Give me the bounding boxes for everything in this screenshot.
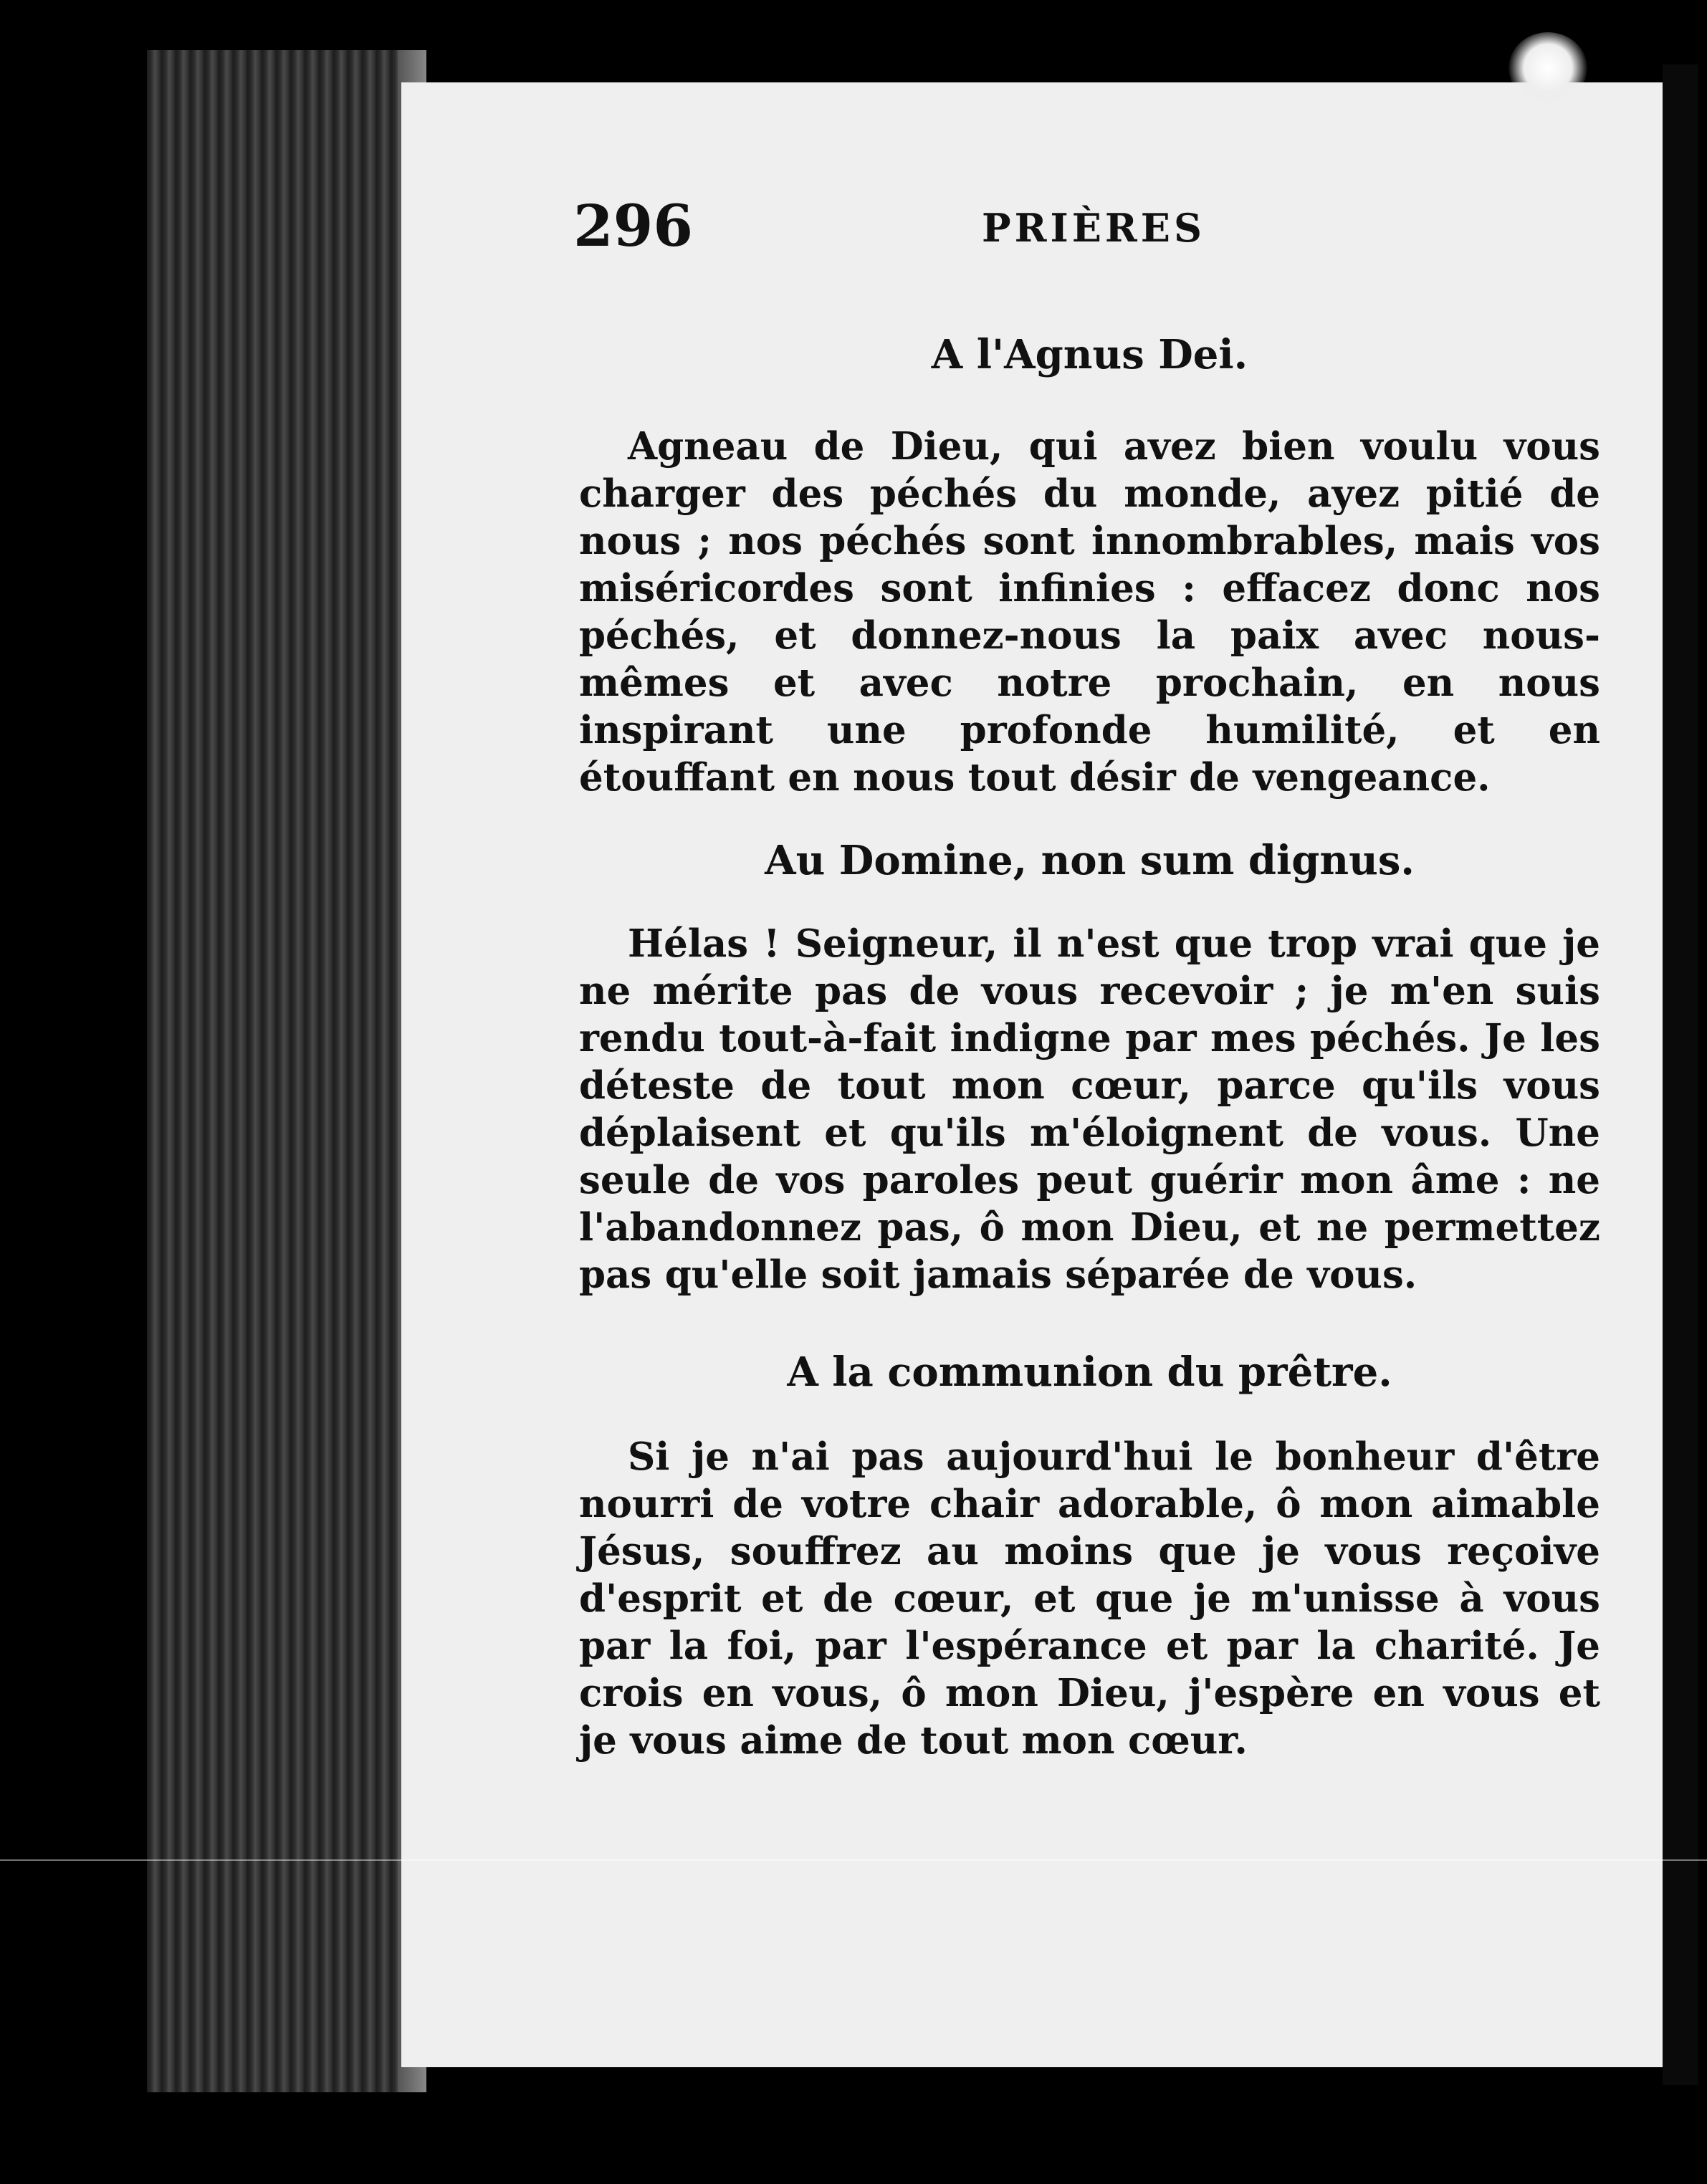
book-page-edges [147, 50, 426, 2092]
scan-artifact-line [0, 1859, 1707, 1861]
page-number: 296 [573, 192, 693, 259]
running-title: PRIÈRES [982, 205, 1205, 251]
paragraph-communion-du-pretre: Si je n'ai pas aujourd'hui le bonheur d'être nourri de votre chair adorable, ô mon aimable Jésus, souffrez au moins que je vous reçoive d'esprit et de cœur, et que je m'unisse à vous par la foi, par l'espérance et par la charité. Je crois en vous, ô mon Dieu, j'espère en vous et je vous aime de tout mon cœur. [579, 1435, 1600, 1763]
page-header [573, 192, 1605, 257]
page-body [579, 330, 1600, 1764]
paragraph-agnus-dei: Agneau de Dieu, qui avez bien voulu vous charger des péchés du monde, ayez pitié de nous ; nos péchés sont innombrables, mais vos miséricordes sont infinies : effacez donc nos péchés, et donnez-nous la paix avec nous-mêmes et avec notre prochain, en nous inspirant une profonde humilité, et en étouffant en nous tout désir de vengeance. [579, 424, 1600, 800]
section-heading-domine-non-sum-dignus: Au Domine, non sum dignus. [765, 837, 1415, 884]
book-gutter-shadow [1663, 64, 1698, 2085]
section-heading-agnus-dei: A l'Agnus Dei. [931, 331, 1248, 378]
paragraph-domine-non-sum-dignus: Hélas ! Seigneur, il n'est que trop vrai que je ne mérite pas de vous recevoir ; je m'en suis rendu tout-à-fait indigne par mes péchés. Je les déteste de tout mon cœur, parce qu'ils vous déplaisent et qu'ils m'éloignent de vous. Une seule de vos paroles peut guérir mon âme : ne l'abandonnez pas, ô mon Dieu, et ne permettez pas qu'elle soit jamais séparée de vous. [579, 921, 1600, 1297]
section-heading-communion-du-pretre: A la communion du prêtre. [787, 1349, 1392, 1396]
scan-blot [1508, 32, 1587, 104]
